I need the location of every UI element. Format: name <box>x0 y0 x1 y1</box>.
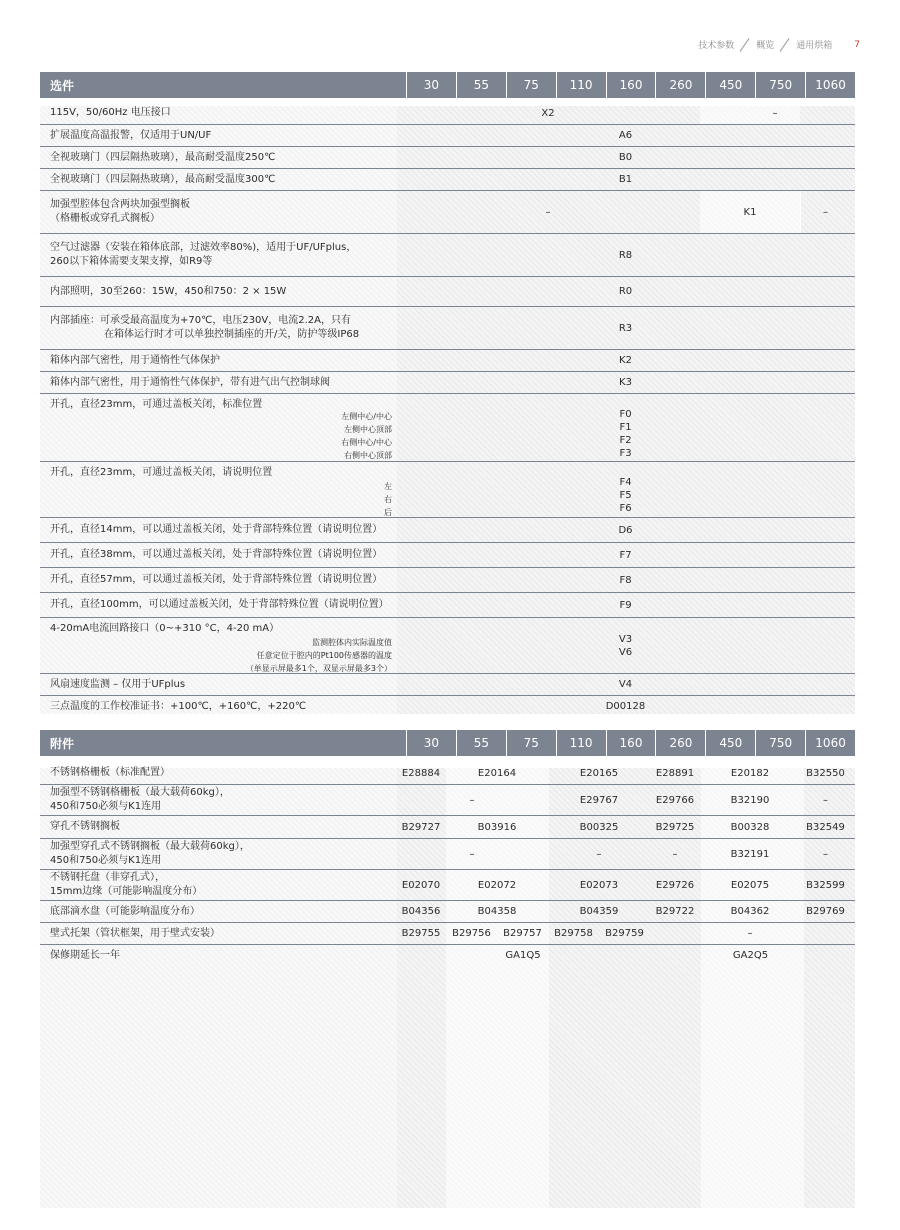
table-cell: F1 <box>619 422 632 433</box>
table-row <box>40 870 855 901</box>
table-row <box>40 277 855 307</box>
table-row <box>40 462 855 518</box>
table-cell: V6 <box>618 646 633 658</box>
table-row <box>40 125 855 147</box>
table-row <box>40 816 855 839</box>
table-cell: GA2Q5 <box>732 950 769 961</box>
column-header: 1060 <box>805 730 855 756</box>
options-table <box>40 72 855 714</box>
table-row <box>40 762 855 785</box>
row-label: 15mm边缘（可能影响温度分布） <box>50 886 203 897</box>
column-header: 55 <box>456 72 506 98</box>
table-row <box>40 307 855 350</box>
column-header: 450 <box>705 72 755 98</box>
row-label: 4-20mA电流回路接口（0~+310 °C，4-20 mA） <box>50 623 280 634</box>
row-label: 在箱体运行时才可以单独控制插座的开/关，防护等级IP68 <box>104 329 360 340</box>
accessories-table-title: 附件 <box>50 736 75 751</box>
table-cell: B29759 <box>605 928 644 939</box>
table-cell: F0 <box>619 409 632 420</box>
table-cell: E29766 <box>655 794 695 806</box>
table-row <box>40 785 855 816</box>
table-cell: – <box>772 107 778 119</box>
table-cell: E20182 <box>730 767 770 779</box>
row-label: 450和750必须与K1连用 <box>50 855 162 866</box>
table-cell: B29756 <box>452 928 491 939</box>
table-row <box>40 593 855 618</box>
row-label: 加强型不锈钢格栅板（最大载荷60kg）， <box>50 787 230 798</box>
row-label: 保修期延长一年 <box>50 949 120 961</box>
table-row <box>40 696 855 717</box>
row-sublabel: 右侧中心/中心 <box>341 438 392 447</box>
row-label: 不锈钢托盘（非穿孔式）， <box>50 872 165 883</box>
table-row <box>40 945 855 966</box>
table-cell: B32599 <box>806 879 845 891</box>
table-cell: B04358 <box>477 906 517 917</box>
row-label: 穿孔不锈钢搁板 <box>50 821 120 832</box>
table-cell: E28884 <box>401 767 441 779</box>
table-cell: B00328 <box>730 821 770 833</box>
table-cell: B29757 <box>503 928 542 939</box>
table-cell: F5 <box>619 490 632 501</box>
accessories-table-body <box>40 762 855 1208</box>
options-table-title: 选件 <box>50 78 75 93</box>
column-header: 1060 <box>805 72 855 98</box>
table-cell: E20164 <box>477 767 517 779</box>
row-sublabel: 左侧中心/中心 <box>341 412 392 421</box>
table-cell: F3 <box>619 448 632 459</box>
row-label: 不锈钢格栅板（标准配置） <box>50 767 170 778</box>
table-row <box>40 618 855 674</box>
row-label: 450和750必须与K1连用 <box>50 801 162 812</box>
table-row <box>40 394 855 462</box>
row-label: 空气过滤器（安装在箱体底部，过滤效率80%)，适用于UF/UFplus， <box>50 242 357 253</box>
table-cell: F2 <box>619 435 632 446</box>
row-sublabel: 右 <box>384 495 392 504</box>
table-cell: – <box>672 848 678 860</box>
table-cell: K3 <box>619 377 632 388</box>
row-label: 内部插座：可承受最高温度为+70℃，电压230V，电流2.2A，只有 <box>50 315 352 326</box>
breadcrumb-item[interactable]: 技术参数 <box>698 41 735 51</box>
table-cell: – <box>823 794 828 806</box>
row-sublabel: 监测腔体内实际温度值 <box>312 638 392 647</box>
table-cell: E02072 <box>477 879 517 891</box>
column-header: 750 <box>755 72 805 98</box>
column-header: 30 <box>406 730 456 756</box>
table-cell: D00128 <box>605 701 646 712</box>
table-row <box>40 543 855 568</box>
column-header: 110 <box>556 730 606 756</box>
column-header: 30 <box>406 72 456 98</box>
column-header: 750 <box>755 730 805 756</box>
row-label: 壁式托架（管状框架，用于壁式安装） <box>50 927 220 939</box>
row-sublabel: 后 <box>384 508 392 517</box>
row-label: 开孔，直径14mm，可以通过盖板关闭，处于背部特殊位置（请说明位置） <box>50 524 383 535</box>
table-cell: E02073 <box>579 879 619 891</box>
row-label: 开孔，直径38mm，可以通过盖板关闭，处于背部特殊位置（请说明位置） <box>50 549 383 560</box>
table-cell: B29769 <box>806 906 845 917</box>
row-label: （格栅板或穿孔式搁板） <box>50 213 160 224</box>
table-cell: B32191 <box>730 848 770 860</box>
row-label: 开孔，直径23mm，可通过盖板关闭，请说明位置 <box>50 467 273 478</box>
table-cell: E29767 <box>579 794 619 806</box>
table-row <box>40 372 855 394</box>
table-cell: B03916 <box>477 821 517 833</box>
table-cell: A6 <box>618 130 633 141</box>
table-cell: V4 <box>618 679 633 690</box>
table-cell: B0 <box>618 152 633 163</box>
table-cell: B32550 <box>806 767 845 779</box>
row-label: 扩展温度高温报警，仅适用于UN/UF <box>50 129 212 141</box>
row-label: 开孔，直径57mm，可以通过盖板关闭，处于背部特殊位置（请说明位置） <box>50 574 383 585</box>
page-number: 7 <box>854 39 860 50</box>
table-cell: B32190 <box>730 794 770 806</box>
column-header: 55 <box>456 730 506 756</box>
row-label: 全视玻璃门（四层隔热玻璃），最高耐受温度250℃ <box>50 151 276 163</box>
table-row <box>40 169 855 191</box>
table-cell: K1 <box>743 206 757 218</box>
table-row <box>40 839 855 870</box>
table-cell: – <box>823 206 828 218</box>
column-header: 160 <box>606 730 656 756</box>
table-cell: – <box>469 794 475 806</box>
column-header: 110 <box>556 72 606 98</box>
options-table-body <box>40 102 855 714</box>
row-label: 加强型腔体包含两块加强型搁板 <box>50 199 190 210</box>
table-row <box>40 518 855 543</box>
table-row <box>40 147 855 169</box>
table-cell: B29727 <box>401 821 441 833</box>
table-row <box>40 568 855 593</box>
column-header: 75 <box>506 72 556 98</box>
row-sublabel: （单显示屏最多1个，双显示屏最多3个） <box>245 664 392 673</box>
breadcrumb <box>698 38 860 51</box>
table-cell: – <box>469 848 475 860</box>
options-table-header <box>40 72 855 98</box>
table-cell: F8 <box>619 574 632 586</box>
table-cell: E02070 <box>401 879 441 891</box>
accessories-table-header <box>40 730 855 756</box>
table-cell: B29722 <box>655 906 695 917</box>
table-cell: F9 <box>619 599 632 611</box>
table-cell: B00325 <box>579 821 619 833</box>
table-row <box>40 234 855 277</box>
column-header: 75 <box>506 730 556 756</box>
breadcrumb-separator <box>778 39 792 51</box>
breadcrumb-separator <box>738 39 752 51</box>
table-cell: B1 <box>618 174 633 185</box>
table-cell: B04359 <box>579 906 619 917</box>
table-cell: – <box>596 848 602 860</box>
table-cell: E20165 <box>579 767 619 779</box>
row-label: 加强型穿孔式不锈钢搁板（最大载荷60kg）， <box>50 841 250 852</box>
table-cell: B29758 <box>554 928 593 939</box>
table-cell: V3 <box>618 633 633 645</box>
table-cell: B29755 <box>401 928 441 939</box>
table-cell: E28891 <box>655 767 695 779</box>
row-sublabel: 任意定位于腔内的Pt100传感器的温度 <box>256 651 392 660</box>
breadcrumb-item[interactable]: 通用烘箱 <box>796 41 833 51</box>
table-cell: D6 <box>618 524 633 536</box>
table-cell: B04356 <box>401 906 441 917</box>
row-sublabel: 右侧中心顶部 <box>344 451 392 460</box>
table-row <box>40 674 855 696</box>
table-cell: X2 <box>541 107 555 119</box>
table-cell: R8 <box>618 249 633 261</box>
row-label: 开孔，直径100mm，可以通过盖板关闭，处于背部特殊位置（请说明位置） <box>50 599 389 610</box>
table-row <box>40 923 855 945</box>
table-cell: E29726 <box>655 879 695 891</box>
table-cell: – <box>545 206 551 218</box>
column-header: 260 <box>655 730 705 756</box>
table-cell: B04362 <box>730 906 770 917</box>
breadcrumb-item[interactable]: 概览 <box>756 41 775 51</box>
row-label: 箱体内部气密性，用于通惰性气体保护 <box>50 354 220 366</box>
table-cell: K2 <box>619 355 632 366</box>
accessories-table <box>40 730 855 1208</box>
row-label: 箱体内部气密性，用于通惰性气体保护，带有进气出气控制球阀 <box>50 376 330 388</box>
row-label: 全视玻璃门（四层隔热玻璃），最高耐受温度300℃ <box>50 173 276 185</box>
row-label: 底部滴水盘（可能影响温度分布） <box>50 905 200 917</box>
table-cell: R0 <box>618 286 633 297</box>
row-label: 115V，50/60Hz 电压接口 <box>50 107 171 118</box>
row-label: 内部照明，30至260：15W，450和750：2 × 15W <box>50 285 287 297</box>
table-cell: – <box>823 848 828 860</box>
table-row <box>40 102 855 125</box>
table-cell: B29725 <box>655 821 695 833</box>
row-label: 风扇速度监测 – 仅用于UFplus <box>50 678 186 690</box>
table-cell: F4 <box>619 477 632 488</box>
table-row <box>40 901 855 923</box>
row-label: 260以下箱体需要支架支撑，如R9等 <box>50 256 213 267</box>
table-cell: E02075 <box>730 879 770 891</box>
table-cell: F7 <box>619 549 632 561</box>
row-label: 三点温度的工作校准证书：+100℃，+160℃，+220℃ <box>50 700 307 712</box>
column-header: 260 <box>655 72 705 98</box>
table-cell: F6 <box>619 503 632 514</box>
row-sublabel: 左 <box>384 482 392 491</box>
row-sublabel: 左侧中心顶部 <box>344 425 392 434</box>
table-cell: GA1Q5 <box>505 950 541 961</box>
table-row <box>40 350 855 372</box>
table-row <box>40 191 855 234</box>
table-cell: B32549 <box>806 821 845 833</box>
column-header: 160 <box>606 72 656 98</box>
table-cell: R3 <box>618 322 633 334</box>
table-cell: – <box>747 928 753 939</box>
row-label: 开孔，直径23mm，可通过盖板关闭，标准位置 <box>50 399 263 410</box>
column-header: 450 <box>705 730 755 756</box>
